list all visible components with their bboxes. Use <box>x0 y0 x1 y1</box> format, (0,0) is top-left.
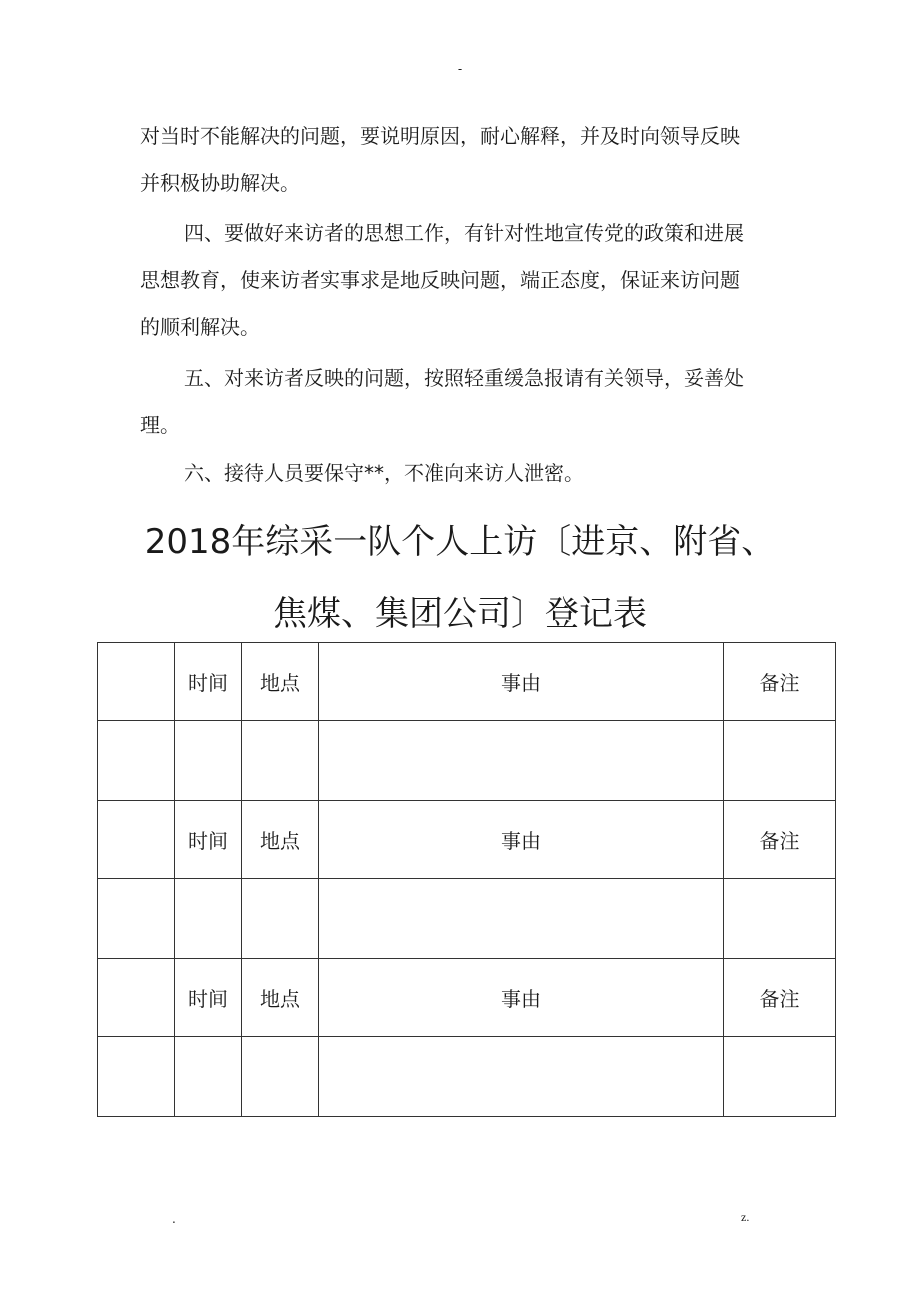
table-cell[interactable] <box>724 721 836 801</box>
table-cell-blank <box>98 959 175 1037</box>
table-cell[interactable] <box>319 879 724 959</box>
text-line: 的顺利解决。 <box>140 315 260 339</box>
table-header-row <box>98 643 836 721</box>
header-reason: 事由 <box>319 801 724 879</box>
paragraph-item-5 <box>140 355 790 449</box>
table-cell[interactable] <box>724 1037 836 1117</box>
table-cell[interactable] <box>242 721 319 801</box>
page-footer-left: . <box>172 1212 176 1226</box>
text-line: 并积极协助解决。 <box>140 171 300 195</box>
table-cell[interactable] <box>319 721 724 801</box>
paragraph-item-4 <box>140 210 790 351</box>
header-place: 地点 <box>242 643 319 721</box>
document-title-line-2: 焦煤、集团公司〕登记表 <box>273 594 647 634</box>
table-cell[interactable] <box>175 879 242 959</box>
table-cell[interactable] <box>242 879 319 959</box>
table-row-empty <box>98 1037 836 1117</box>
header-time: 时间 <box>175 801 242 879</box>
header-time: 时间 <box>175 643 242 721</box>
text-line: 五、对来访者反映的问题，按照轻重缓急报请有关领导，妥善处 <box>184 366 744 390</box>
header-remark: 备注 <box>724 801 836 879</box>
page-header-mark: - <box>457 62 463 76</box>
registration-table <box>97 642 836 1117</box>
table-cell[interactable] <box>724 879 836 959</box>
page-footer-right: z. <box>741 1210 750 1224</box>
text-line: 四、要做好来访者的思想工作，有针对性地宣传党的政策和进展 <box>184 221 744 245</box>
table-header-row <box>98 959 836 1037</box>
paragraph-item-6 <box>140 450 790 497</box>
table-header-row <box>98 801 836 879</box>
text-line: 思想教育，使来访者实事求是地反映问题，端正态度，保证来访问题 <box>140 268 740 292</box>
header-reason: 事由 <box>319 959 724 1037</box>
paragraph-continuation <box>140 113 790 207</box>
header-remark: 备注 <box>724 643 836 721</box>
document-title-line-1: 2018年综采一队个人上访〔进京、附省、 <box>144 522 776 562</box>
header-place: 地点 <box>242 801 319 879</box>
text-line: 理。 <box>140 413 180 437</box>
table-cell[interactable] <box>98 721 175 801</box>
table-row-empty <box>98 721 836 801</box>
table-cell[interactable] <box>175 1037 242 1117</box>
table-cell-blank <box>98 801 175 879</box>
text-line: 对当时不能解决的问题，要说明原因，耐心解释，并及时向领导反映 <box>140 124 740 148</box>
table-cell-blank <box>98 643 175 721</box>
header-reason: 事由 <box>319 643 724 721</box>
header-remark: 备注 <box>724 959 836 1037</box>
table-cell[interactable] <box>175 721 242 801</box>
header-time: 时间 <box>175 959 242 1037</box>
table-cell[interactable] <box>98 1037 175 1117</box>
table-cell[interactable] <box>319 1037 724 1117</box>
text-line: 六、接待人员要保守**，不准向来访人泄密。 <box>184 461 584 485</box>
table-row-empty <box>98 879 836 959</box>
table-cell[interactable] <box>98 879 175 959</box>
table-cell[interactable] <box>242 1037 319 1117</box>
header-place: 地点 <box>242 959 319 1037</box>
